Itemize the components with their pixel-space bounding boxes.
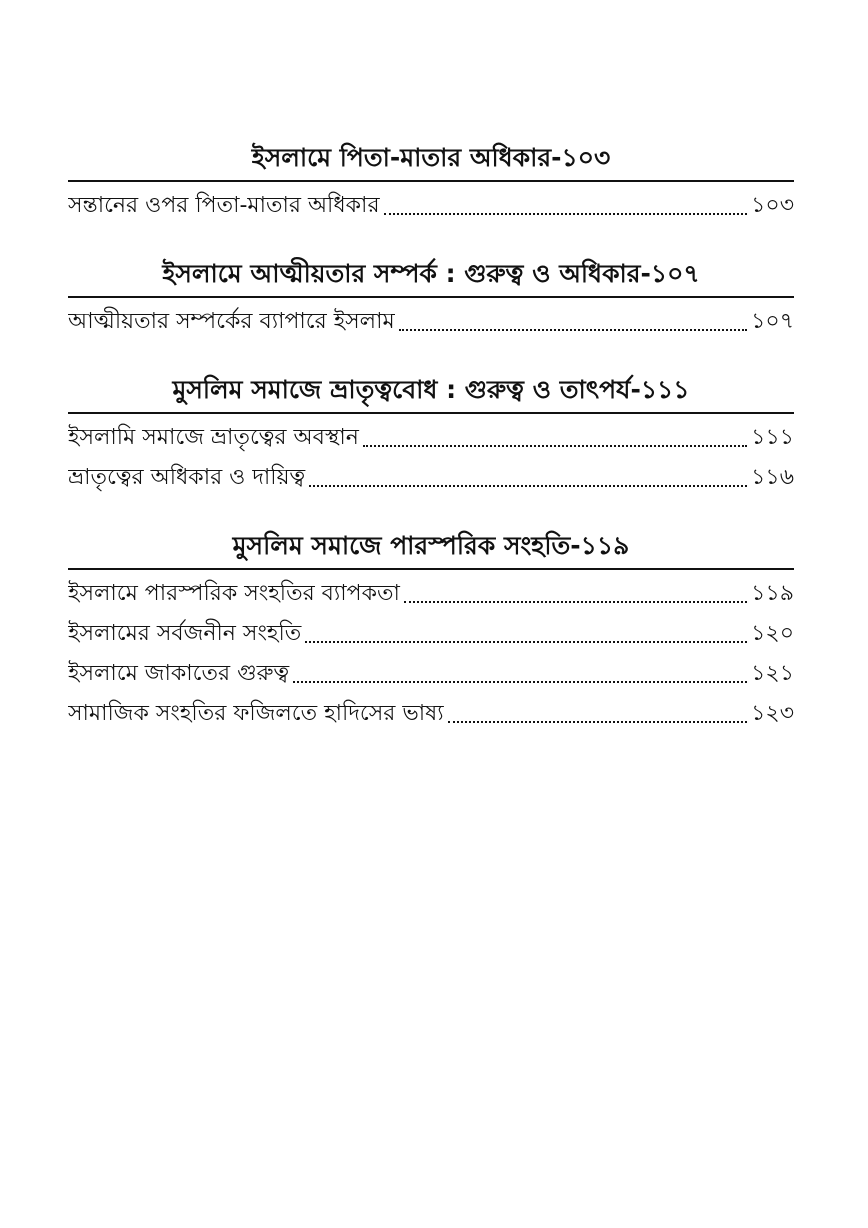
toc-section-brotherhood [68, 370, 794, 498]
section-title: মুসলিম সমাজে ভ্রাতৃত্ববোধ : গুরুত্ব ও তাৎপর্য-১১১ [172, 375, 690, 404]
dot-leader [399, 329, 747, 331]
entry-page-number: ১২০ [751, 621, 794, 646]
dot-leader [448, 721, 747, 723]
section-divider [68, 412, 794, 414]
dot-leader [305, 641, 747, 643]
section-divider [68, 568, 794, 570]
section-title: ইসলামে পিতা-মাতার অধিকার-১০৩ [251, 143, 611, 172]
entry-page-number: ১১৬ [751, 465, 794, 490]
toc-section-solidarity [68, 526, 794, 734]
dot-leader [384, 213, 748, 215]
section-title: মুসলিম সমাজে পারস্পরিক সংহতি-১১৯ [232, 531, 630, 560]
toc-entry[interactable] [68, 302, 794, 342]
entry-page-number: ১২১ [751, 661, 794, 686]
dot-leader [404, 601, 747, 603]
entry-label: ইসলামে জাকাতের গুরুত্ব [68, 661, 290, 686]
entry-label: ইসলামি সমাজে ভ্রাতৃত্বের অবস্থান [68, 425, 359, 450]
section-divider [68, 296, 794, 298]
entry-label: সামাজিক সংহতির ফজিলতে হাদিসের ভাষ্য [68, 701, 444, 726]
entry-page-number: ১১৯ [751, 581, 794, 606]
dot-leader [363, 445, 747, 447]
entry-page-number: ১১১ [751, 425, 794, 450]
toc-section-kinship [68, 254, 794, 342]
entry-page-number: ১০৭ [751, 309, 794, 334]
toc-entry[interactable] [68, 654, 794, 694]
toc-entry[interactable] [68, 418, 794, 458]
toc-entry[interactable] [68, 614, 794, 654]
dot-leader [309, 485, 747, 487]
entry-label: আত্মীয়তার সম্পর্কের ব্যাপারে ইসলাম [68, 309, 395, 334]
entry-label: সন্তানের ওপর পিতা-মাতার অধিকার [68, 193, 380, 218]
section-divider [68, 180, 794, 182]
entry-page-number: ১২৩ [751, 701, 794, 726]
table-of-contents [68, 138, 794, 762]
toc-section-parents-rights [68, 138, 794, 226]
entry-page-number: ১০৩ [751, 193, 794, 218]
entry-label: ইসলামে পারস্পরিক সংহতির ব্যাপকতা [68, 581, 400, 606]
entry-label: ইসলামের সর্বজনীন সংহতি [68, 621, 302, 646]
toc-entry[interactable] [68, 694, 794, 734]
entry-label: ভ্রাতৃত্বের অধিকার ও দায়িত্ব [68, 465, 306, 490]
dot-leader [293, 681, 747, 683]
toc-entry[interactable] [68, 186, 794, 226]
toc-entry[interactable] [68, 458, 794, 498]
toc-entry[interactable] [68, 574, 794, 614]
section-title: ইসলামে আত্মীয়তার সম্পর্ক : গুরুত্ব ও অধিকার-১০৭ [162, 259, 700, 288]
